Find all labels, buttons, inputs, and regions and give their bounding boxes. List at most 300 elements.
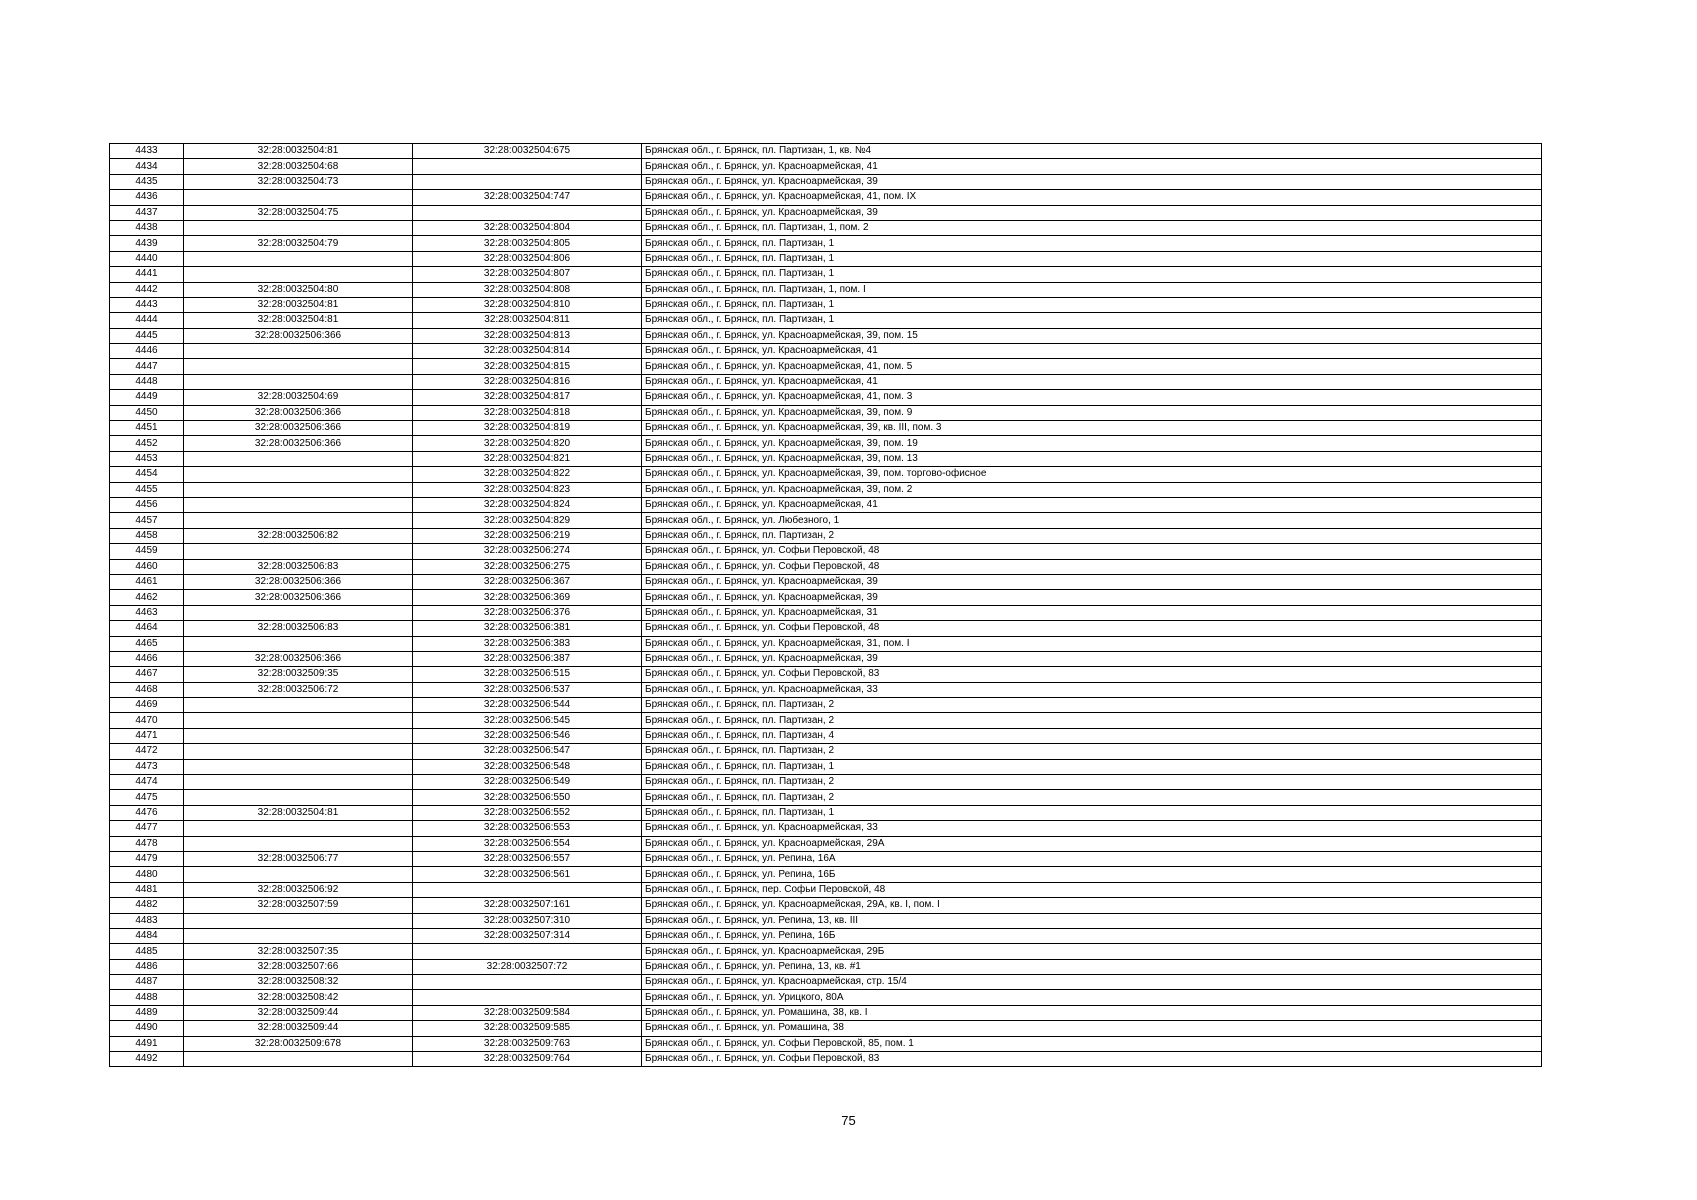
object-cadastral-cell	[413, 990, 642, 1005]
object-cadastral-cell: 32:28:0032504:821	[413, 451, 642, 466]
address-cell: Брянская обл., г. Брянск, ул. Красноармейская, 41	[642, 497, 1542, 512]
address-cell: Брянская обл., г. Брянск, ул. Софьи Перовской, 48	[642, 544, 1542, 559]
table-row	[110, 682, 1542, 697]
land-cadastral-cell: 32:28:0032506:366	[184, 328, 413, 343]
table-row	[110, 159, 1542, 174]
object-cadastral-cell: 32:28:0032507:310	[413, 913, 642, 928]
object-cadastral-cell: 32:28:0032506:546	[413, 728, 642, 743]
land-cadastral-cell	[184, 713, 413, 728]
address-cell: Брянская обл., г. Брянск, пл. Партизан, 2	[642, 775, 1542, 790]
address-cell: Брянская обл., г. Брянск, ул. Красноармейская, 29Б	[642, 944, 1542, 959]
table-row	[110, 728, 1542, 743]
object-cadastral-cell: 32:28:0032506:387	[413, 651, 642, 666]
object-cadastral-cell	[413, 174, 642, 189]
row-number-cell: 4475	[110, 790, 184, 805]
object-cadastral-cell: 32:28:0032509:584	[413, 1005, 642, 1020]
row-number-cell: 4456	[110, 497, 184, 512]
address-cell: Брянская обл., г. Брянск, пл. Партизан, 1	[642, 267, 1542, 282]
row-number-cell: 4468	[110, 682, 184, 697]
address-cell: Брянская обл., г. Брянск, ул. Репина, 13, кв. #1	[642, 959, 1542, 974]
table-row	[110, 405, 1542, 420]
table-row	[110, 713, 1542, 728]
table-row	[110, 605, 1542, 620]
land-cadastral-cell	[184, 775, 413, 790]
row-number-cell: 4487	[110, 975, 184, 990]
object-cadastral-cell	[413, 975, 642, 990]
table-row	[110, 267, 1542, 282]
address-cell: Брянская обл., г. Брянск, ул. Красноармейская, 39	[642, 651, 1542, 666]
row-number-cell: 4466	[110, 651, 184, 666]
table-row	[110, 251, 1542, 266]
row-number-cell: 4474	[110, 775, 184, 790]
object-cadastral-cell: 32:28:0032509:763	[413, 1036, 642, 1051]
address-cell: Брянская обл., г. Брянск, ул. Красноармейская, 41	[642, 159, 1542, 174]
object-cadastral-cell: 32:28:0032504:815	[413, 359, 642, 374]
object-cadastral-cell: 32:28:0032506:547	[413, 744, 642, 759]
row-number-cell: 4477	[110, 821, 184, 836]
land-cadastral-cell: 32:28:0032504:73	[184, 174, 413, 189]
row-number-cell: 4484	[110, 928, 184, 943]
object-cadastral-cell: 32:28:0032504:811	[413, 313, 642, 328]
row-number-cell: 4488	[110, 990, 184, 1005]
object-cadastral-cell: 32:28:0032506:550	[413, 790, 642, 805]
table-row	[110, 359, 1542, 374]
address-cell: Брянская обл., г. Брянск, пл. Партизан, 1	[642, 251, 1542, 266]
object-cadastral-cell	[413, 159, 642, 174]
object-cadastral-cell	[413, 882, 642, 897]
object-cadastral-cell: 32:28:0032504:806	[413, 251, 642, 266]
row-number-cell: 4447	[110, 359, 184, 374]
row-number-cell: 4435	[110, 174, 184, 189]
address-cell: Брянская обл., г. Брянск, ул. Софьи Перовской, 83	[642, 667, 1542, 682]
land-cadastral-cell	[184, 867, 413, 882]
address-cell: Брянская обл., г. Брянск, пл. Партизан, 1, пом. 2	[642, 220, 1542, 235]
land-cadastral-cell: 32:28:0032509:44	[184, 1021, 413, 1036]
row-number-cell: 4459	[110, 544, 184, 559]
table-row	[110, 759, 1542, 774]
land-cadastral-cell: 32:28:0032506:366	[184, 436, 413, 451]
table-row	[110, 959, 1542, 974]
table-row	[110, 574, 1542, 589]
land-cadastral-cell: 32:28:0032506:366	[184, 574, 413, 589]
table-row	[110, 590, 1542, 605]
table-row	[110, 1021, 1542, 1036]
address-cell: Брянская обл., г. Брянск, пл. Партизан, 4	[642, 728, 1542, 743]
land-cadastral-cell	[184, 1052, 413, 1067]
row-number-cell: 4444	[110, 313, 184, 328]
object-cadastral-cell: 32:28:0032506:545	[413, 713, 642, 728]
address-cell: Брянская обл., г. Брянск, ул. Красноармейская, 39, пом. торгово-офисное	[642, 467, 1542, 482]
row-number-cell: 4478	[110, 836, 184, 851]
object-cadastral-cell: 32:28:0032507:72	[413, 959, 642, 974]
table-row	[110, 390, 1542, 405]
object-cadastral-cell: 32:28:0032504:813	[413, 328, 642, 343]
land-cadastral-cell	[184, 344, 413, 359]
object-cadastral-cell: 32:28:0032506:515	[413, 667, 642, 682]
row-number-cell: 4462	[110, 590, 184, 605]
object-cadastral-cell: 32:28:0032506:548	[413, 759, 642, 774]
object-cadastral-cell: 32:28:0032504:805	[413, 236, 642, 251]
land-cadastral-cell	[184, 513, 413, 528]
table-row	[110, 236, 1542, 251]
object-cadastral-cell: 32:28:0032504:814	[413, 344, 642, 359]
table-row	[110, 205, 1542, 220]
table-row	[110, 528, 1542, 543]
land-cadastral-cell: 32:28:0032509:44	[184, 1005, 413, 1020]
row-number-cell: 4446	[110, 344, 184, 359]
land-cadastral-cell: 32:28:0032504:80	[184, 282, 413, 297]
address-cell: Брянская обл., г. Брянск, ул. Софьи Перовской, 48	[642, 621, 1542, 636]
table-row	[110, 513, 1542, 528]
land-cadastral-cell	[184, 928, 413, 943]
address-cell: Брянская обл., г. Брянск, ул. Репина, 13, кв. III	[642, 913, 1542, 928]
land-cadastral-cell: 32:28:0032506:366	[184, 651, 413, 666]
land-cadastral-cell	[184, 267, 413, 282]
row-number-cell: 4450	[110, 405, 184, 420]
object-cadastral-cell	[413, 944, 642, 959]
land-cadastral-cell	[184, 698, 413, 713]
address-cell: Брянская обл., г. Брянск, пл. Партизан, 1	[642, 313, 1542, 328]
row-number-cell: 4445	[110, 328, 184, 343]
table-row	[110, 944, 1542, 959]
table-row	[110, 667, 1542, 682]
object-cadastral-cell: 32:28:0032504:822	[413, 467, 642, 482]
address-cell: Брянская обл., г. Брянск, пл. Партизан, 1, пом. I	[642, 282, 1542, 297]
table-row	[110, 467, 1542, 482]
table-row	[110, 651, 1542, 666]
address-cell: Брянская обл., г. Брянск, ул. Ромашина, 38, кв. I	[642, 1005, 1542, 1020]
land-cadastral-cell: 32:28:0032507:35	[184, 944, 413, 959]
address-cell: Брянская обл., г. Брянск, пер. Софьи Перовской, 48	[642, 882, 1542, 897]
address-cell: Брянская обл., г. Брянск, ул. Красноармейская, 39	[642, 174, 1542, 189]
address-cell: Брянская обл., г. Брянск, пл. Партизан, 2	[642, 698, 1542, 713]
land-cadastral-cell	[184, 544, 413, 559]
address-cell: Брянская обл., г. Брянск, ул. Красноармейская, 41	[642, 374, 1542, 389]
row-number-cell: 4457	[110, 513, 184, 528]
address-cell: Брянская обл., г. Брянск, пл. Партизан, 2	[642, 790, 1542, 805]
row-number-cell: 4448	[110, 374, 184, 389]
table-row	[110, 559, 1542, 574]
row-number-cell: 4454	[110, 467, 184, 482]
object-cadastral-cell: 32:28:0032506:549	[413, 775, 642, 790]
table-row	[110, 913, 1542, 928]
row-number-cell: 4464	[110, 621, 184, 636]
row-number-cell: 4434	[110, 159, 184, 174]
object-cadastral-cell: 32:28:0032506:376	[413, 605, 642, 620]
page-number: 75	[841, 1113, 856, 1128]
land-cadastral-cell	[184, 451, 413, 466]
table-row	[110, 836, 1542, 851]
table-row	[110, 851, 1542, 866]
row-number-cell: 4440	[110, 251, 184, 266]
row-number-cell: 4485	[110, 944, 184, 959]
row-number-cell: 4436	[110, 190, 184, 205]
object-cadastral-cell: 32:28:0032506:383	[413, 636, 642, 651]
table-row	[110, 882, 1542, 897]
table-row	[110, 975, 1542, 990]
object-cadastral-cell: 32:28:0032506:561	[413, 867, 642, 882]
land-cadastral-cell: 32:28:0032508:32	[184, 975, 413, 990]
row-number-cell: 4491	[110, 1036, 184, 1051]
row-number-cell: 4458	[110, 528, 184, 543]
object-cadastral-cell: 32:28:0032506:553	[413, 821, 642, 836]
row-number-cell: 4453	[110, 451, 184, 466]
address-cell: Брянская обл., г. Брянск, ул. Красноармейская, 39, пом. 13	[642, 451, 1542, 466]
address-cell: Брянская обл., г. Брянск, ул. Красноармейская, стр. 15/4	[642, 975, 1542, 990]
table-row	[110, 497, 1542, 512]
object-cadastral-cell: 32:28:0032504:675	[413, 144, 642, 159]
object-cadastral-cell: 32:28:0032506:557	[413, 851, 642, 866]
address-cell: Брянская обл., г. Брянск, пл. Партизан, 1	[642, 805, 1542, 820]
row-number-cell: 4433	[110, 144, 184, 159]
row-number-cell: 4469	[110, 698, 184, 713]
object-cadastral-cell: 32:28:0032504:747	[413, 190, 642, 205]
land-cadastral-cell	[184, 728, 413, 743]
table-row	[110, 898, 1542, 913]
land-cadastral-cell: 32:28:0032506:83	[184, 559, 413, 574]
address-cell: Брянская обл., г. Брянск, ул. Красноармейская, 33	[642, 682, 1542, 697]
land-cadastral-cell: 32:28:0032504:79	[184, 236, 413, 251]
land-cadastral-cell: 32:28:0032506:82	[184, 528, 413, 543]
object-cadastral-cell: 32:28:0032506:552	[413, 805, 642, 820]
object-cadastral-cell: 32:28:0032507:314	[413, 928, 642, 943]
land-cadastral-cell	[184, 359, 413, 374]
land-cadastral-cell	[184, 790, 413, 805]
land-cadastral-cell: 32:28:0032506:83	[184, 621, 413, 636]
table-row	[110, 436, 1542, 451]
object-cadastral-cell: 32:28:0032506:219	[413, 528, 642, 543]
address-cell: Брянская обл., г. Брянск, пл. Партизан, 1	[642, 236, 1542, 251]
land-cadastral-cell	[184, 636, 413, 651]
address-cell: Брянская обл., г. Брянск, пл. Партизан, 2	[642, 713, 1542, 728]
address-cell: Брянская обл., г. Брянск, ул. Красноармейская, 41, пом. 5	[642, 359, 1542, 374]
object-cadastral-cell: 32:28:0032506:544	[413, 698, 642, 713]
object-cadastral-cell: 32:28:0032506:275	[413, 559, 642, 574]
row-number-cell: 4490	[110, 1021, 184, 1036]
table-row	[110, 744, 1542, 759]
land-cadastral-cell: 32:28:0032506:72	[184, 682, 413, 697]
object-cadastral-cell: 32:28:0032504:819	[413, 421, 642, 436]
table-row	[110, 805, 1542, 820]
address-cell: Брянская обл., г. Брянск, ул. Красноармейская, 39, пом. 15	[642, 328, 1542, 343]
address-cell: Брянская обл., г. Брянск, ул. Репина, 16Б	[642, 867, 1542, 882]
row-number-cell: 4470	[110, 713, 184, 728]
object-cadastral-cell: 32:28:0032504:823	[413, 482, 642, 497]
object-cadastral-cell: 32:28:0032504:804	[413, 220, 642, 235]
address-cell: Брянская обл., г. Брянск, ул. Софьи Перовской, 48	[642, 559, 1542, 574]
land-cadastral-cell: 32:28:0032507:59	[184, 898, 413, 913]
object-cadastral-cell: 32:28:0032504:818	[413, 405, 642, 420]
address-cell: Брянская обл., г. Брянск, ул. Репина, 16А	[642, 851, 1542, 866]
table-row	[110, 374, 1542, 389]
row-number-cell: 4460	[110, 559, 184, 574]
land-cadastral-cell: 32:28:0032509:35	[184, 667, 413, 682]
row-number-cell: 4455	[110, 482, 184, 497]
land-cadastral-cell: 32:28:0032504:69	[184, 390, 413, 405]
object-cadastral-cell: 32:28:0032504:820	[413, 436, 642, 451]
address-cell: Брянская обл., г. Брянск, ул. Красноармейская, 29А	[642, 836, 1542, 851]
row-number-cell: 4486	[110, 959, 184, 974]
table-row	[110, 1005, 1542, 1020]
land-cadastral-cell: 32:28:0032504:75	[184, 205, 413, 220]
land-cadastral-cell: 32:28:0032504:81	[184, 313, 413, 328]
address-cell: Брянская обл., г. Брянск, пл. Партизан, 1	[642, 297, 1542, 312]
row-number-cell: 4451	[110, 421, 184, 436]
address-cell: Брянская обл., г. Брянск, ул. Красноармейская, 39, пом. 19	[642, 436, 1542, 451]
land-cadastral-cell	[184, 220, 413, 235]
row-number-cell: 4461	[110, 574, 184, 589]
land-cadastral-cell	[184, 482, 413, 497]
row-number-cell: 4452	[110, 436, 184, 451]
land-cadastral-cell: 32:28:0032506:366	[184, 405, 413, 420]
object-cadastral-cell: 32:28:0032504:829	[413, 513, 642, 528]
address-cell: Брянская обл., г. Брянск, ул. Красноармейская, 33	[642, 821, 1542, 836]
address-cell: Брянская обл., г. Брянск, ул. Софьи Перовской, 83	[642, 1052, 1542, 1067]
address-cell: Брянская обл., г. Брянск, ул. Ромашина, 38	[642, 1021, 1542, 1036]
row-number-cell: 4463	[110, 605, 184, 620]
address-cell: Брянская обл., г. Брянск, ул. Красноармейская, 31, пом. I	[642, 636, 1542, 651]
registry-table-body	[110, 144, 1542, 1067]
land-cadastral-cell: 32:28:0032504:68	[184, 159, 413, 174]
address-cell: Брянская обл., г. Брянск, ул. Урицкого, 80А	[642, 990, 1542, 1005]
row-number-cell: 4471	[110, 728, 184, 743]
object-cadastral-cell: 32:28:0032506:381	[413, 621, 642, 636]
object-cadastral-cell: 32:28:0032506:537	[413, 682, 642, 697]
row-number-cell: 4442	[110, 282, 184, 297]
row-number-cell: 4472	[110, 744, 184, 759]
row-number-cell: 4443	[110, 297, 184, 312]
object-cadastral-cell: 32:28:0032506:274	[413, 544, 642, 559]
row-number-cell: 4465	[110, 636, 184, 651]
land-cadastral-cell: 32:28:0032504:81	[184, 144, 413, 159]
address-cell: Брянская обл., г. Брянск, ул. Красноармейская, 41, пом. 3	[642, 390, 1542, 405]
table-row	[110, 621, 1542, 636]
row-number-cell: 4481	[110, 882, 184, 897]
table-row	[110, 144, 1542, 159]
row-number-cell: 4489	[110, 1005, 184, 1020]
address-cell: Брянская обл., г. Брянск, ул. Красноармейская, 39, пом. 2	[642, 482, 1542, 497]
land-cadastral-cell: 32:28:0032507:66	[184, 959, 413, 974]
table-row	[110, 867, 1542, 882]
object-cadastral-cell: 32:28:0032504:817	[413, 390, 642, 405]
object-cadastral-cell: 32:28:0032506:369	[413, 590, 642, 605]
land-cadastral-cell	[184, 497, 413, 512]
address-cell: Брянская обл., г. Брянск, ул. Репина, 16Б	[642, 928, 1542, 943]
table-row	[110, 174, 1542, 189]
land-cadastral-cell	[184, 190, 413, 205]
address-cell: Брянская обл., г. Брянск, ул. Красноармейская, 29А, кв. I, пом. I	[642, 898, 1542, 913]
address-cell: Брянская обл., г. Брянск, ул. Красноармейская, 31	[642, 605, 1542, 620]
table-row	[110, 328, 1542, 343]
table-row	[110, 1036, 1542, 1051]
object-cadastral-cell: 32:28:0032509:585	[413, 1021, 642, 1036]
object-cadastral-cell: 32:28:0032504:808	[413, 282, 642, 297]
land-cadastral-cell	[184, 251, 413, 266]
row-number-cell: 4476	[110, 805, 184, 820]
table-row	[110, 698, 1542, 713]
table-row	[110, 220, 1542, 235]
row-number-cell: 4492	[110, 1052, 184, 1067]
table-row	[110, 297, 1542, 312]
registry-table	[109, 143, 1542, 1067]
address-cell: Брянская обл., г. Брянск, ул. Любезного, 1	[642, 513, 1542, 528]
address-cell: Брянская обл., г. Брянск, пл. Партизан, 2	[642, 744, 1542, 759]
table-row	[110, 636, 1542, 651]
row-number-cell: 4437	[110, 205, 184, 220]
table-row	[110, 421, 1542, 436]
object-cadastral-cell: 32:28:0032506:554	[413, 836, 642, 851]
row-number-cell: 4479	[110, 851, 184, 866]
table-row	[110, 190, 1542, 205]
land-cadastral-cell: 32:28:0032504:81	[184, 297, 413, 312]
land-cadastral-cell	[184, 913, 413, 928]
row-number-cell: 4482	[110, 898, 184, 913]
object-cadastral-cell: 32:28:0032509:764	[413, 1052, 642, 1067]
address-cell: Брянская обл., г. Брянск, пл. Партизан, 1, кв. №4	[642, 144, 1542, 159]
address-cell: Брянская обл., г. Брянск, ул. Красноармейская, 39	[642, 574, 1542, 589]
address-cell: Брянская обл., г. Брянск, ул. Красноармейская, 39	[642, 590, 1542, 605]
row-number-cell: 4441	[110, 267, 184, 282]
table-row	[110, 1052, 1542, 1067]
object-cadastral-cell: 32:28:0032504:807	[413, 267, 642, 282]
land-cadastral-cell: 32:28:0032509:678	[184, 1036, 413, 1051]
row-number-cell: 4480	[110, 867, 184, 882]
land-cadastral-cell: 32:28:0032506:77	[184, 851, 413, 866]
row-number-cell: 4438	[110, 220, 184, 235]
address-cell: Брянская обл., г. Брянск, ул. Красноармейская, 41, пом. IX	[642, 190, 1542, 205]
land-cadastral-cell: 32:28:0032504:81	[184, 805, 413, 820]
row-number-cell: 4449	[110, 390, 184, 405]
table-row	[110, 482, 1542, 497]
row-number-cell: 4483	[110, 913, 184, 928]
row-number-cell: 4467	[110, 667, 184, 682]
land-cadastral-cell	[184, 836, 413, 851]
land-cadastral-cell: 32:28:0032506:92	[184, 882, 413, 897]
table-row	[110, 790, 1542, 805]
land-cadastral-cell	[184, 821, 413, 836]
table-row	[110, 928, 1542, 943]
table-row	[110, 313, 1542, 328]
table-row	[110, 775, 1542, 790]
land-cadastral-cell: 32:28:0032506:366	[184, 590, 413, 605]
table-row	[110, 344, 1542, 359]
table-row	[110, 990, 1542, 1005]
address-cell: Брянская обл., г. Брянск, ул. Красноармейская, 39, кв. III, пом. 3	[642, 421, 1542, 436]
address-cell: Брянская обл., г. Брянск, ул. Красноармейская, 41	[642, 344, 1542, 359]
object-cadastral-cell: 32:28:0032506:367	[413, 574, 642, 589]
land-cadastral-cell	[184, 605, 413, 620]
address-cell: Брянская обл., г. Брянск, ул. Софьи Перовской, 85, пом. 1	[642, 1036, 1542, 1051]
address-cell: Брянская обл., г. Брянск, пл. Партизан, 2	[642, 528, 1542, 543]
object-cadastral-cell: 32:28:0032504:824	[413, 497, 642, 512]
land-cadastral-cell	[184, 744, 413, 759]
address-cell: Брянская обл., г. Брянск, ул. Красноармейская, 39, пом. 9	[642, 405, 1542, 420]
row-number-cell: 4439	[110, 236, 184, 251]
land-cadastral-cell	[184, 467, 413, 482]
table-row	[110, 821, 1542, 836]
table-row	[110, 282, 1542, 297]
land-cadastral-cell: 32:28:0032506:366	[184, 421, 413, 436]
row-number-cell: 4473	[110, 759, 184, 774]
land-cadastral-cell	[184, 374, 413, 389]
address-cell: Брянская обл., г. Брянск, ул. Красноармейская, 39	[642, 205, 1542, 220]
object-cadastral-cell: 32:28:0032507:161	[413, 898, 642, 913]
table-row	[110, 544, 1542, 559]
land-cadastral-cell: 32:28:0032508:42	[184, 990, 413, 1005]
land-cadastral-cell	[184, 759, 413, 774]
table-row	[110, 451, 1542, 466]
object-cadastral-cell: 32:28:0032504:816	[413, 374, 642, 389]
